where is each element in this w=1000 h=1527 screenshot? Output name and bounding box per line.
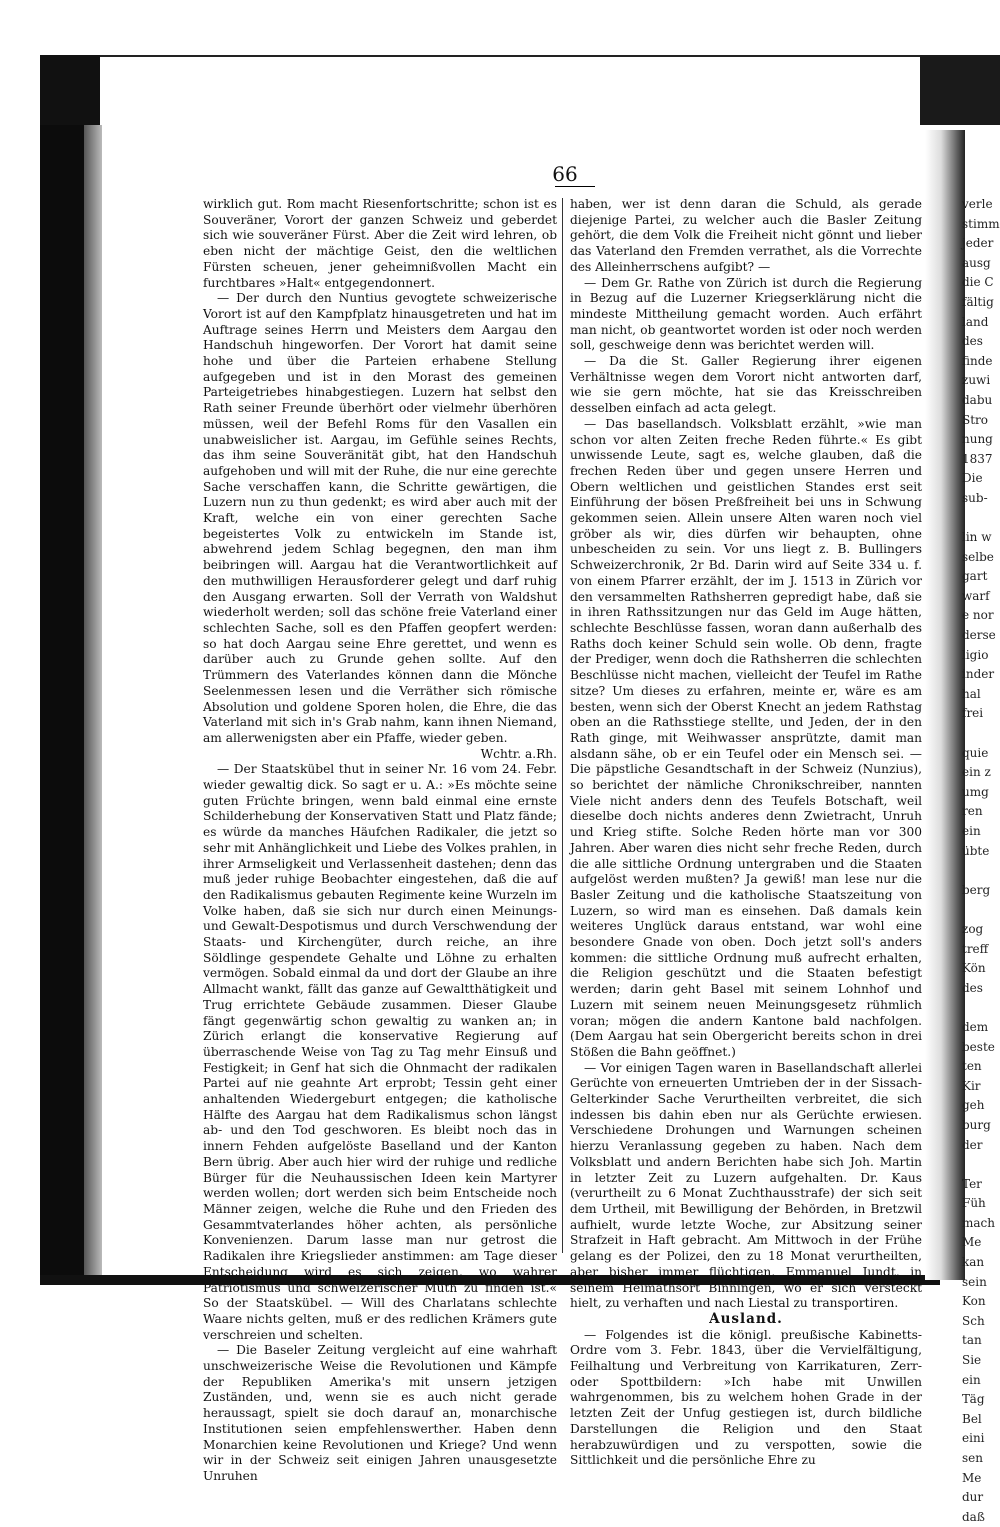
next-page-line: inder bbox=[962, 667, 995, 682]
scan-left-binding-shadow bbox=[40, 125, 84, 1285]
next-page-line: dabu bbox=[962, 392, 993, 407]
next-page-line: der bbox=[962, 1137, 983, 1152]
next-page-line: Kön bbox=[962, 961, 986, 976]
next-page-line: Me bbox=[962, 1235, 982, 1250]
right-column-paragraph: — Folgendes ist die königl. preußische Kabinetts-Ordre vom 3. Febr. 1843, über die Vervielfältigung, Feilhaltung und Verbreitung von Karrikaturen, Zerr- oder Spottbildern: »Ich habe mit Unwillen wahrgenommen, bis zu welchem hohen Grade in der letzten Zeit der Unfug gestiegen ist, durch bildliche Darstellungen die Religion und den Staat herabzuwürdigen und zu verspotten, sowie die Sittlichkeit und die persönliche Ehre zu bbox=[570, 1327, 922, 1468]
next-page-line: Füh bbox=[962, 1196, 986, 1211]
next-page-line: geh bbox=[962, 1098, 985, 1113]
next-page-line: quie bbox=[962, 745, 989, 760]
next-page-line: Stro bbox=[962, 412, 989, 427]
scan-top-left-shadow bbox=[40, 55, 100, 125]
next-page-line: selbe bbox=[962, 549, 994, 564]
next-page-fragment bbox=[962, 195, 1000, 1524]
next-page-line: die C bbox=[962, 275, 994, 290]
next-page-line: ein z bbox=[962, 765, 991, 780]
next-page-line: dur bbox=[962, 1490, 984, 1505]
next-page-line: Sch bbox=[962, 1313, 985, 1328]
next-page-line: mach bbox=[962, 1215, 995, 1230]
next-page-line: warf bbox=[962, 588, 990, 603]
left-column bbox=[203, 197, 557, 1485]
right-column-paragraph: — Vor einigen Tagen waren in Basellandschaft allerlei Gerüchte von erneuerten Umtrieben der in der Sissach-Gelterkinder Sache Verurtheilten verbreitet, die sich indessen bis dahin eben nur als Gerüchte erwiesen. Verschiedene Drohungen und Warnungen scheinen hierzu Veranlassung gegeben zu haben. Nach dem Volksblatt und andern Berichten habe sich Joh. Martin in letzter Zeit zu Luzern aufgehalten. Dr. Kaus (verurtheilt zu 6 Monat Zuchthausstrafe) der sich seit dem Urtheil, mit Bewilligung der Behörden, in Bretzwil aufhielt, wurde letzte Woche, zur Absitzung seiner Strafzeit in Haft gebracht. Am Mittwoch in der Frühe gelang es der Polizei, den zu 18 Monat verurtheilten, aber bisher immer flüchtigen, Emmanuel Jundt, in seinem Heimathsort Binningen, wo er sich versteckt hielt, zu verhaften und nach Liestal zu transportiren. bbox=[570, 1060, 922, 1311]
next-page-line: frei bbox=[962, 706, 984, 721]
next-page-line: ausg bbox=[962, 255, 991, 270]
article-source: Wchtr. a.Rh. bbox=[480, 746, 557, 761]
next-page-line: stimm bbox=[962, 216, 1000, 231]
next-page-line: Bel bbox=[962, 1411, 982, 1426]
column-divider bbox=[562, 198, 563, 1253]
next-page-line: e nor bbox=[962, 608, 994, 623]
next-page-line: sen bbox=[962, 1451, 983, 1465]
next-page-line: Kir bbox=[962, 1078, 981, 1093]
next-page-line: nung bbox=[962, 432, 993, 447]
next-page-line: sein bbox=[962, 1274, 987, 1289]
next-page-line: dem bbox=[962, 1019, 989, 1034]
next-page-line: Kon bbox=[962, 1294, 986, 1309]
next-page-line: ten bbox=[962, 1059, 982, 1074]
next-page-line: des bbox=[962, 980, 983, 995]
left-column-paragraph: — Die Baseler Zeitung vergleicht auf eine wahrhaft unschweizerische Weise die Revolutionen und Kämpfe der Republiken Amerika's mit unsern jetzigen Zuständen, und, wenn sie es auch nicht gerade heraussagt, spielt sie doch darauf an, monarchische Institutionen seien empfehlenswerther. Haben denn Monarchien keine Revolutionen und Kriege? Und wenn wir in der Schweiz seit einigen Jahren unausgesetzte Unruhen bbox=[203, 1343, 557, 1483]
scan-left-page-edge bbox=[84, 125, 102, 1285]
next-page-line: umg bbox=[962, 784, 989, 799]
next-page-line: ligio bbox=[962, 647, 989, 662]
next-page-line: hal bbox=[962, 686, 981, 701]
next-page-line: treff bbox=[962, 941, 989, 956]
next-page-line: zog bbox=[962, 921, 984, 936]
next-page-line: übte bbox=[962, 843, 990, 858]
scan-top-right-shadow bbox=[920, 55, 1000, 125]
next-page-line: burg bbox=[962, 1117, 991, 1132]
left-column-paragraph: wirklich gut. Rom macht Riesenfortschritte; schon ist es Souveräner, Vorort der ganzen Schweiz und geberdet sich wie souveräner Fürst. Aber die Zeit wird lehren, ob eben nicht der mächtige Geist, den die weltlichen Fürsten scheuen, jener geheimnißvollen Macht ein furchtbares »Halt« entgegendonnert. bbox=[203, 197, 557, 290]
next-page-line: kan bbox=[962, 1255, 985, 1270]
next-page-line: Me bbox=[962, 1470, 982, 1485]
next-page-line: derse bbox=[962, 628, 996, 643]
next-page-line: zuwi bbox=[962, 373, 991, 388]
next-page-line: finde bbox=[962, 353, 993, 368]
left-column-paragraph: — Der Staatskübel thut in seiner Nr. 16 vom 24. Febr. wieder gewaltig dick. So sagt er u. A.: »Es möchte seine guten Früchte bringen, wenn bald einmal eine ernste Schilderhebung der Konservativen Statt und Platz fände; es würde da manches Häufchen Radikaler, die jetzt so sehr mit Anhänglichkeit und Liebe des Volkes prahlen, in ihrer Armseligkeit und Verlassenheit dastehen; denn das muß jeder ruhige Beobachter eingestehen, daß die auf den Radikalismus gebauten Regimente keine Wurzeln im Volke haben, daß sie sich nur durch einen Meinungs- und Gewalt-Despotismus und durch Verschwendung der Staats- und Kirchengüter, durch reiche, an ihre Söldlinge gespendete Gehalte und Löhne zu erhalten vermögen. Sobald einmal da und dort der Glaube an ihre Allmacht wankt, fällt das ganze auf Gewaltthätigkeit und Trug errichtete Gebäude zusammen. Dieser Glaube fängt gegenwärtig schon gewaltig zu wanken an; in Zürich erlangt die konservative Regierung auf überraschende Weise von Tag zu Tag mehr Einsuß und Festigkeit; in Genf hat sich die Ohnmacht der radikalen Partei auf nie geahnte Art erprobt; Tessin geht einer anhaltenden Wiedergeburt entgegen; die katholische Hälfte des Aargau hat dem Radikalismus schon längst ab- und den Tod geschworen. Es bleibt noch das in innern Fehden aufgelöste Baselland und der Kanton Bern übrig. Aber auch hier wird der ruhige und redliche Bürger für die Neuhaussischen Ideen kein Martyrer werden wollen; dort werden sich beim Entscheide noch Männer zeigen, welche die Ruhe und den Frieden des Gesammtvaterlandes höher achten, als persönliche Konvenienzen. Darum lasse man nur getrost die Radikalen ihre Kriegslieder anstimmen: am Tage dieser Entscheidung wird es sich zeigen, wo wahrer Patriotismus und schweizerischer Muth zu finden ist.« So der Staatskübel. — Will des Charlatans schlechte Waare nichts gelten, muß er des redlichen Krämers gute verschreien und schelten. bbox=[203, 762, 557, 1342]
page-number: 66 bbox=[552, 162, 578, 186]
next-page-line: berg bbox=[962, 882, 991, 897]
header-rule bbox=[555, 186, 595, 187]
next-page-line: ein bbox=[962, 1372, 981, 1387]
next-page-line: eini bbox=[962, 1431, 985, 1446]
scan-top-border bbox=[40, 55, 1000, 127]
next-page-line: daß bbox=[962, 1509, 985, 1524]
next-page-line: beste bbox=[962, 1039, 995, 1054]
next-page-line bbox=[962, 861, 1000, 881]
next-page-line bbox=[962, 900, 1000, 920]
next-page-line: tan bbox=[962, 1333, 982, 1348]
right-column-paragraph: — Dem Gr. Rathe von Zürich ist durch die Regierung in Bezug auf die Luzerner Kriegserklärung nicht die mindeste Mittheilung gemacht worden. Auch erfährt man nicht, ob geantwortet worden ist oder noch werden soll, geschweige denn was berichtet werden will. bbox=[570, 275, 922, 353]
right-column bbox=[570, 197, 922, 1469]
next-page-line: lin w bbox=[962, 530, 992, 545]
section-heading: Ausland. bbox=[709, 1310, 783, 1327]
next-page-line bbox=[962, 724, 1000, 744]
next-page-line: 1837 bbox=[962, 451, 993, 466]
next-page-line: fältig bbox=[962, 294, 994, 309]
next-page-line: ren bbox=[962, 804, 983, 819]
right-column-paragraph: — Da die St. Galler Regierung ihrer eigenen Verhältnisse wegen dem Vorort nicht antworten darf, wie sie gern möchte, hat sie das Kreisschreiben desselben einfach ad acta gelegt. bbox=[570, 354, 922, 416]
right-column-paragraph: — Das basellandsch. Volksblatt erzählt, »wie man schon vor alten Zeiten freche Reden führte.« Es gibt unwissende Leute, sagt es, welche glauben, daß die frechen Reden über und gegen unsere Herren und Obern weltlichen und geistlichen Standes erst seit Einführung der bösen Preßfreiheit bei uns in Schwung gekommen seien. Allein unsere Alten waren noch viel gröber als wir, dies dürfen wir behaupten, ohne unbescheiden zu sein. Vor uns liegt z. B. Bullingers Schweizerchronik, 2r Bd. Darin wird auf Seite 334 u. f. von einem Pfarrer erzählt, der im J. 1513 in Zürich vor den versammelten Rathsherren gepredigt habe, daß sie in ihren Rathssitzungen nur das Geld im Auge hätten, schlechte Beschlüsse fassen, woran dann außerhalb des Raths doch keiner Schuld sein wolle. Ob denn, fragte der Prediger, wenn doch die Rathsherren die schlechten Beschlüsse nicht machen, vielleicht der Teufel im Rathe sitze? Um dieses zu erfahren, meinte er, wäre es am besten, wenn sich der Oberst Knecht an jedem Rathstag oben an die Rathsstiege stellte, und Jeden, der in den Rath ginge, mit Weihwasser ansprützte, damit man alsdann sähe, ob er ein Teufel oder ein Mensch sei. — Die päpstliche Gesandtschaft in der Schweiz (Nunzius), so berichtet der nämliche Chronikschreiber, nannten Viele nicht anders denn des Teufels Botschaft, weil dieselbe doch nichts anderes denn Zwietracht, Unruh und Krieg stifte. Solche Reden hörte man vor 300 Jahren. Aber waren dies nicht sehr freche Reden, durch die alle sittliche Ordnung untergraben und die Staaten aufgelöst werden mußten? Ja gewiß! man lese nur die Basler Zeitung und die katholische Staatszeitung von Luzern, so wird man es einsehen. Daß damals kein weiteres Unglück daraus entstand, war wohl eine besondere Gnade von oben. Doch jetzt soll's anders kommen: die sittliche Ordnung muß aufrecht erhalten, die Religion geschützt und die Staaten befestigt werden; darin geht Basel mit seinem Lohnhof und Luzern mit seinem neuen Meinungsgesetz rühmlich voran; mögen die andern Kantone bald nachfolgen. (Dem Aargau hat sein Obergericht bereits schon in drei Stößen die Bahn geöffnet.) bbox=[570, 416, 922, 1059]
next-page-line bbox=[962, 509, 1000, 529]
next-page-line: jeder bbox=[962, 236, 994, 251]
next-page-line: verle bbox=[962, 197, 993, 211]
right-column-paragraph: haben, wer ist denn daran die Schuld, als gerade diejenige Partei, zu welcher auch die Basler Zeitung gehört, die dem Volk die Freiheit nicht gönnt und lieber das Vaterland den Fremden verrathet, als die Vorrechte des Alleinherrschens aufgibt? — bbox=[570, 197, 922, 274]
next-page-line: Täg bbox=[962, 1392, 985, 1407]
next-page-line bbox=[962, 1155, 1000, 1175]
next-page-line: Die bbox=[962, 471, 983, 486]
next-page-line: des bbox=[962, 334, 983, 349]
next-page-line bbox=[962, 998, 1000, 1018]
left-column-paragraph: — Der durch den Nuntius gevogtete schweizerische Vorort ist auf den Kampfplatz hinausgetreten und hat im Auftrage seines Herrn und Meisters dem Aargau den Handschuh hingeworfen. Der Vorort hat damit seine hohe und über die Parteien erhabene Stellung aufgegeben und ist in den Morast des gemeinen Parteigetriebes hinabgestiegen. Luzern hat selbst den Rath seiner Freunde überhört oder vielmehr überhören müssen, weil der Befehl Roms für den Vasallen ein unabweislicher ist. Aargau, im Gefühle seines Rechts, das ihm seine Souveränität gibt, hat den Handschuh aufgehoben und will mit der Ruhe, die nur eine gerechte Sache verschaffen kann, die Schritte gewärtigen, die Luzern nun zu thun gedenkt; es wird aber auch mit der Kraft, welche ein von einer gerechten Sache begeistertes Volk zu entwickeln im Stande ist, abwehrend jedem Schlag begegnen, den man ihm beibringen will. Aargau hat die Verantwortlichkeit auf den muthwilligen Herausforderer gelegt und darf ruhig den Ausgang erwarten. Soll der Verrath von Waldshut wiederholt werden; soll das schöne freie Vaterland einer schlechten Sache, soll es den Pfaffen geopfert werden: so hat doch Aargau seine Ehre gerettet, und wenn es darüber auch zu Grunde gehen sollte. Auf den Trümmern des Vaterlandes können dann die Mönche Seelenmessen lesen und die Verräther sich römische Absolution und goldene Sporen holen, die Ehre, die das Vaterland mit sich in's Grab nahm, kann ihnen Niemand, am allerwenigsten aber ein Pfaffe, wieder geben. bbox=[203, 291, 557, 745]
next-page-line: gart bbox=[962, 569, 988, 584]
next-page-line: Sie bbox=[962, 1353, 982, 1368]
next-page-line: land bbox=[962, 314, 989, 329]
scan-right-gutter-shadow bbox=[925, 130, 965, 1280]
next-page-line: sub- bbox=[962, 490, 988, 505]
next-page-line: ein bbox=[962, 824, 981, 838]
next-page-line: Ter bbox=[962, 1176, 982, 1191]
